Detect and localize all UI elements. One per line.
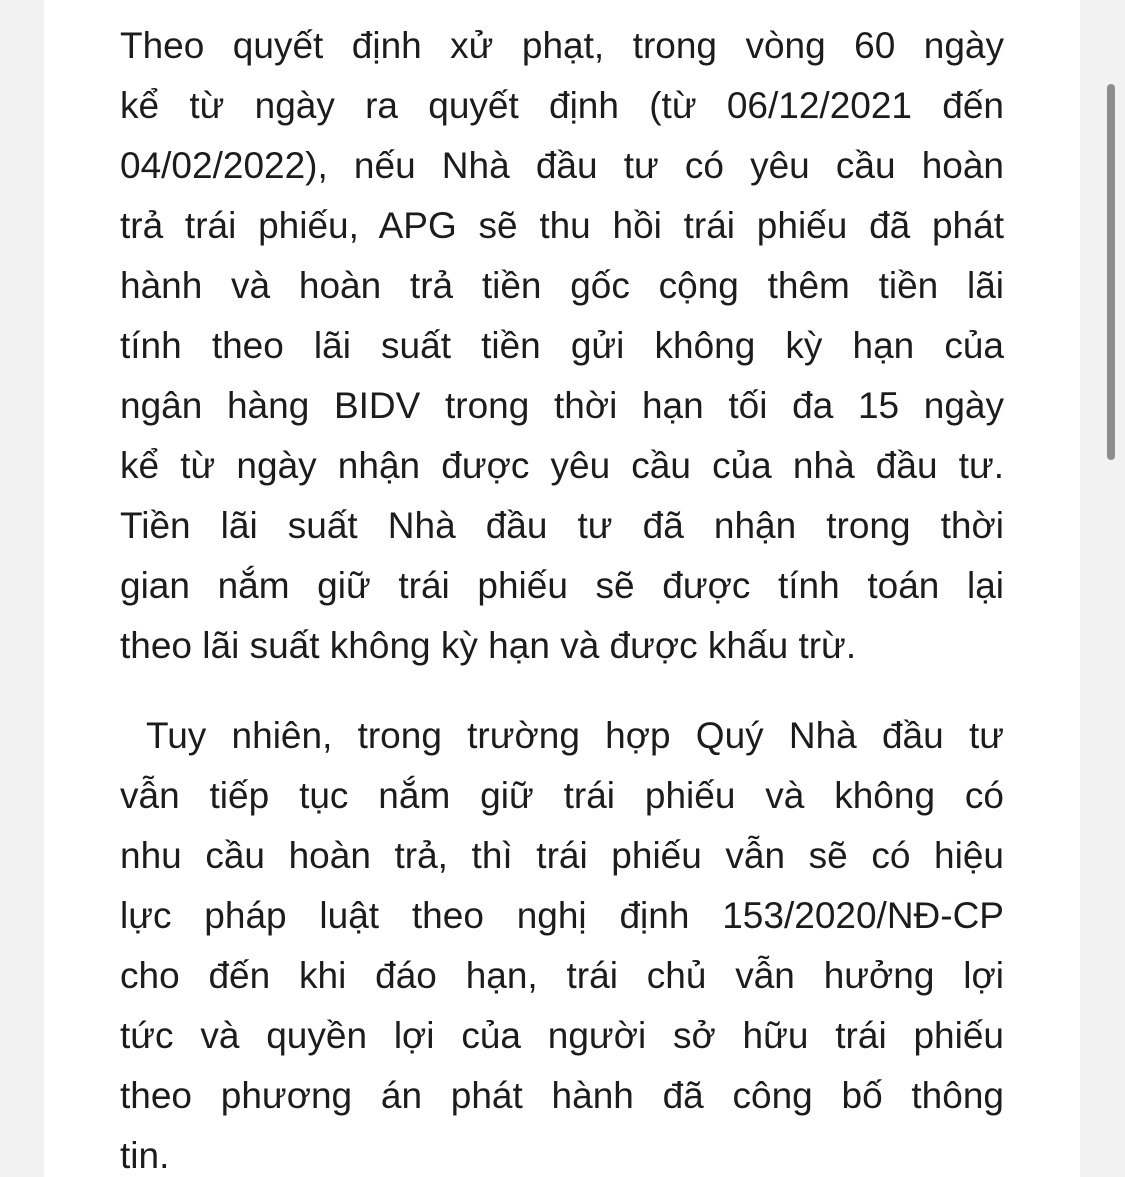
paragraph-line: trả trái phiếu, APG sẽ thu hồi trái phiếu đã phát (120, 205, 1004, 246)
article-page (44, 0, 1080, 1177)
paragraph-1 (120, 16, 1004, 676)
paragraph-line: theo lãi suất không kỳ hạn và được khấu trừ. (120, 625, 857, 666)
paragraph-line: ngân hàng BIDV trong thời hạn tối đa 15 ngày (120, 385, 1004, 426)
paragraph-line: kể từ ngày nhận được yêu cầu của nhà đầu tư. (120, 445, 1004, 486)
paragraph-line: tính theo lãi suất tiền gửi không kỳ hạn của (120, 325, 1004, 366)
paragraph-line: hành và hoàn trả tiền gốc cộng thêm tiền lãi (120, 265, 1004, 306)
paragraph-spacer (120, 676, 1004, 706)
paragraph-line: tức và quyền lợi của người sở hữu trái phiếu (120, 1015, 1004, 1056)
paragraph-line: lực pháp luật theo nghị định 153/2020/NĐ-CP (120, 895, 1004, 936)
paragraph-line: kể từ ngày ra quyết định (từ 06/12/2021 đến (120, 85, 1004, 126)
article-body (120, 16, 1004, 1177)
paragraph-line: Tiền lãi suất Nhà đầu tư đã nhận trong thời (120, 505, 1004, 546)
paragraph-line: gian nắm giữ trái phiếu sẽ được tính toán lại (120, 565, 1004, 606)
paragraph-line: theo phương án phát hành đã công bố thông (120, 1075, 1004, 1116)
paragraph-line: Theo quyết định xử phạt, trong vòng 60 ngày (120, 25, 1004, 66)
paragraph-line: Tuy nhiên, trong trường hợp Quý Nhà đầu tư (146, 715, 1004, 756)
paragraph-line: 04/02/2022), nếu Nhà đầu tư có yêu cầu hoàn (120, 145, 1004, 186)
paragraph-line: cho đến khi đáo hạn, trái chủ vẫn hưởng lợi (120, 955, 1004, 996)
scrollbar-thumb[interactable] (1107, 84, 1115, 460)
paragraph-line: vẫn tiếp tục nắm giữ trái phiếu và không có (120, 775, 1004, 816)
paragraph-line: nhu cầu hoàn trả, thì trái phiếu vẫn sẽ có hiệu (120, 835, 1004, 876)
paragraph-line: tin. (120, 1135, 170, 1176)
paragraph-2 (120, 706, 1004, 1177)
